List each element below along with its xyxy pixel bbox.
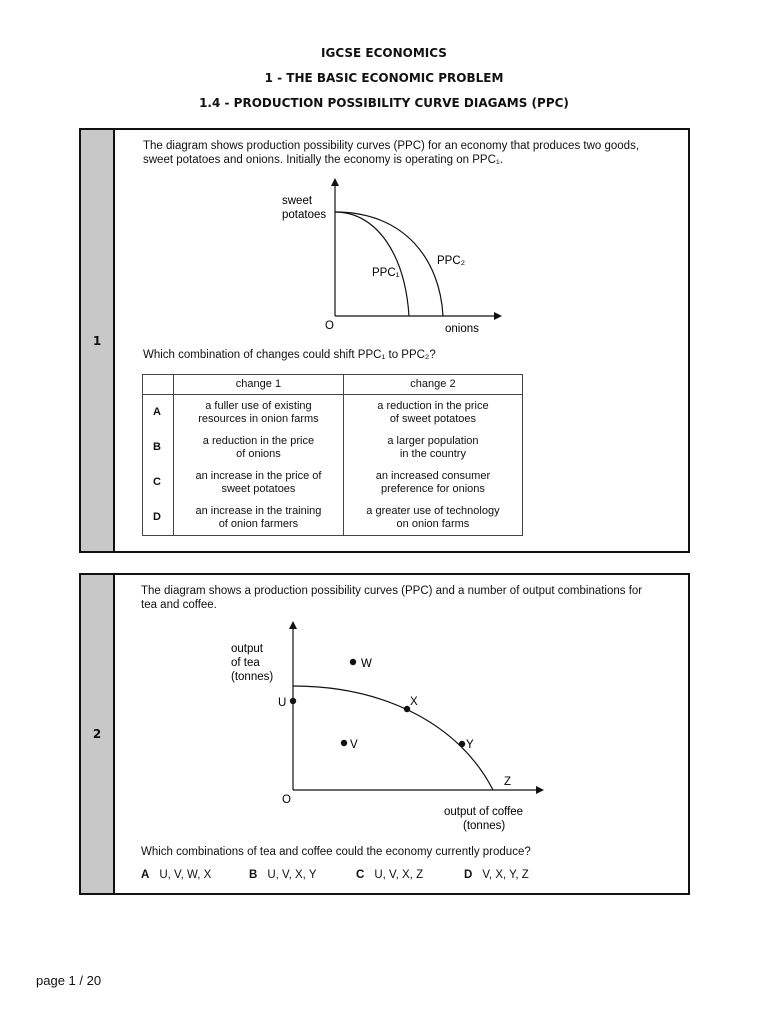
change-2-cell: a greater use of technology on onion farms [343,500,522,536]
q2-question: Which combinations of tea and coffee could the economy currently produce? [141,846,531,858]
q2-origin-label: O [282,794,291,806]
table-row [143,500,523,536]
answer-a: A U, V, W, X [141,869,212,881]
q1-question: Which combination of changes could shift PPC₁ to PPC₂? [143,349,436,361]
point-z-label: Z [504,776,512,788]
table-row [143,465,523,500]
col-header-change-1: change 1 [174,375,344,395]
change-1-cell: an increase in the training of onion farmers [174,500,344,536]
q1-options-table [142,374,523,536]
q2-x-label-2: (tonnes) [463,820,506,832]
col-header-change-2: change 2 [343,375,522,395]
change-1-cell: an increase in the price of sweet potatoes [174,465,344,500]
point-u-marker [290,698,296,704]
option-letter: D [143,500,174,536]
q2-intro-line1: The diagram shows a production possibility curves (PPC) and a number of output combinations for [141,585,643,597]
q2-y-label-1: output [231,643,263,655]
table-row [143,430,523,465]
question-1-number: 1 [81,130,115,551]
table-corner [143,375,174,395]
q2-y-label-3: (tonnes) [231,671,274,683]
q1-origin-label: O [325,320,334,332]
q1-y-label-2: potatoes [282,209,327,221]
q2-y-label-2: of tea [231,657,260,669]
answer-d: D V, X, Y, Z [464,869,529,881]
q1-intro-line2: sweet potatoes and onions. Initially the economy is operating on PPC₁. [143,154,503,166]
point-v-marker [341,740,347,746]
answer-b: B U, V, X, Y [249,869,317,881]
q2-ppc-curve [293,686,493,790]
point-y-label: Y [466,739,474,751]
q1-ppc2-label: PPC₂ [437,255,466,267]
table-row [143,395,523,431]
page-number: page 1 / 20 [36,973,102,988]
option-letter: C [143,465,174,500]
q1-ppc1-label: PPC₁ [372,267,400,279]
doc-title: IGCSE ECONOMICS [321,46,447,60]
option-letter: B [143,430,174,465]
q1-ppc1-curve [335,212,409,316]
question-2-content [115,575,688,893]
q1-ppc2-curve [335,212,443,316]
point-u-label: U [278,697,287,709]
point-w-marker [350,659,356,665]
change-2-cell: a reduction in the price of sweet potatoes [343,395,522,431]
question-2-box [79,573,690,895]
q2-ppc-diagram [115,575,690,835]
question-1-box [79,128,690,553]
q1-ppc-diagram [115,130,690,370]
q1-intro-line1: The diagram shows production possibility curves (PPC) for an economy that produces two goods, [143,140,640,152]
q1-y-label-1: sweet [282,195,313,207]
change-2-cell: a larger population in the country [343,430,522,465]
q1-x-label: onions [445,323,479,335]
point-v-label: V [350,739,358,751]
question-1-content [115,130,688,551]
change-1-cell: a fuller use of existing resources in onion farms [174,395,344,431]
unit-title: 1 - THE BASIC ECONOMIC PROBLEM [264,71,504,85]
point-w-label: W [361,658,372,670]
point-y-marker [459,741,465,747]
answer-c: C U, V, X, Z [356,869,424,881]
section-title: 1.4 - PRODUCTION POSSIBILITY CURVE DIAGAMS (PPC) [199,96,569,110]
question-2-number: 2 [81,575,115,893]
change-2-cell: an increased consumer preference for onions [343,465,522,500]
point-x-label: X [410,696,418,708]
q2-intro-line2: tea and coffee. [141,599,217,611]
q2-x-label-1: output of coffee [444,806,524,818]
option-letter: A [143,395,174,431]
change-1-cell: a reduction in the price of onions [174,430,344,465]
